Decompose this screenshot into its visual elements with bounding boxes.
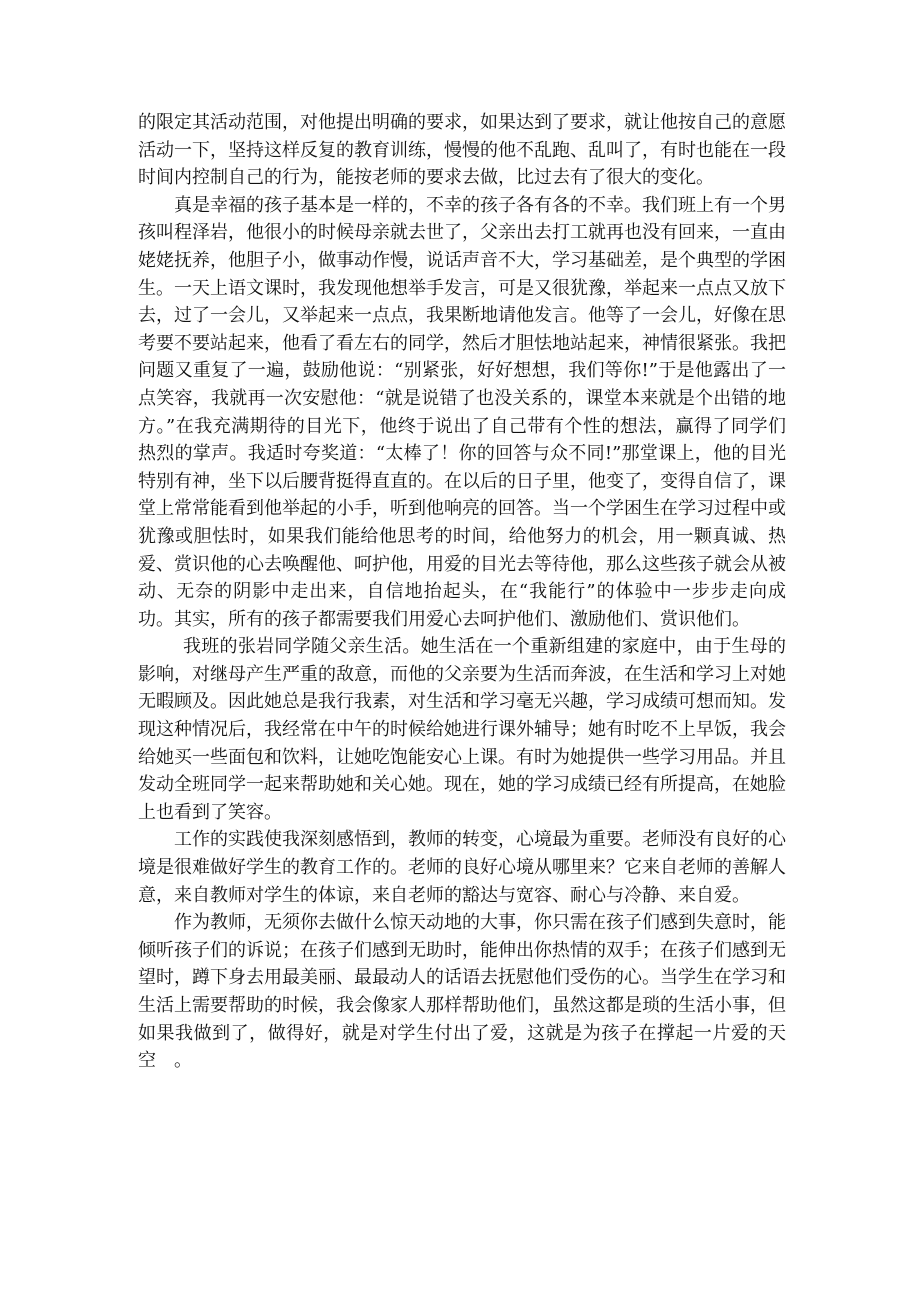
paragraph-1: 的限定其活动范围，对他提出明确的要求，如果达到了要求，就让他按自己的意愿活动一下，坚持这样反复的教育训练，慢慢的他不乱跑、乱叫了，有时也能在一段时间内控制自己的行为，能按老师的要求去做，比过去有了很大的变化。 [138,112,786,189]
paragraph-4: 工作的实践使我深刻感悟到，教师的转变，心境最为重要。老师没有良好的心境是很难做好学生的教育工作的。老师的良好心境从哪里来？它来自老师的善解人意，来自教师对学生的体谅，来自老师的豁达与宽容、耐心与冷静、来自爱。 [138,829,786,906]
paragraph-2: 真是幸福的孩子基本是一样的，不幸的孩子各有各的不幸。我们班上有一个男孩叫程泽岩，他很小的时候母亲就去世了，父亲出去打工就再也没有回来，一直由姥姥抚养，他胆子小，做事动作慢，说话声音不大，学习基础差，是个典型的学困生。一天上语文课时，我发现他想举手发言，可是又很犹豫，举起来一点点又放下去，过了一会儿，又举起来一点点，我果断地请他发言。他等了一会儿，好像在思考要不要站起来，他看了看左右的同学，然后才胆怯地站起来，神情很紧张。我把问题又重复了一遍，鼓励他说：“别紧张，好好想想，我们等你!”于是他露出了一点笑容，我就再一次安慰他：“就是说错了也没关系的，课堂本来就是个出错的地方。”在我充满期待的目光下，他终于说出了自己带有个性的想法，赢得了同学们热烈的掌声。我适时夸奖道：“太棒了！你的回答与众不同!”那堂课上，他的目光特别有神，坐下以后腰背挺得直直的。在以后的日子里，他变了，变得自信了，课堂上常常能看到他举起的小手，听到他响亮的回答。当一个学困生在学习过程中或犹豫或胆怯时，如果我们能给他思考的时间，给他努力的机会，用一颗真诚、热爱、赏识他的心去唤醒他、呵护他，用爱的目光去等待他，那么这些孩子就会从被动、无奈的阴影中走出来，自信地抬起头，在“我能行”的体验中一步步走向成功。其实，所有的孩子都需要我们用爱心去呵护他们、激励他们、赏识他们。 [138,194,786,630]
document-body [138,109,786,1075]
paragraph-3: 我班的张岩同学随父亲生活。她生活在一个重新组建的家庭中，由于生母的影响，对继母产生严重的敌意，而他的父亲要为生活而奔波，在生活和学习上对她无暇顾及。因此她总是我行我素，对生活和学习毫无兴趣，学习成绩可想而知。发现这种情况后，我经常在中午的时候给她进行课外辅导；她有时吃不上早饭，我会给她买一些面包和饮料，让她吃饱能安心上课。有时为她提供一些学习用品。并且发动全班同学一起来帮助她和关心她。现在，她的学习成绩已经有所提高，在她脸上也看到了笑容。 [138,636,786,823]
paragraph-5: 作为教师，无须你去做什么惊天动地的大事，你只需在孩子们感到失意时，能倾听孩子们的诉说；在孩子们感到无助时，能伸出你热情的双手；在孩子们感到无望时，蹲下身去用最美丽、最最动人的话语去抚慰他们受伤的心。当学生在学习和生活上需要帮助的时候，我会像家人那样帮助他们，虽然这都是琐的生活小事，但如果我做到了，做得好，就是对学生付出了爱，这就是为孩子在撑起一片爱的天空 。 [138,912,786,1072]
